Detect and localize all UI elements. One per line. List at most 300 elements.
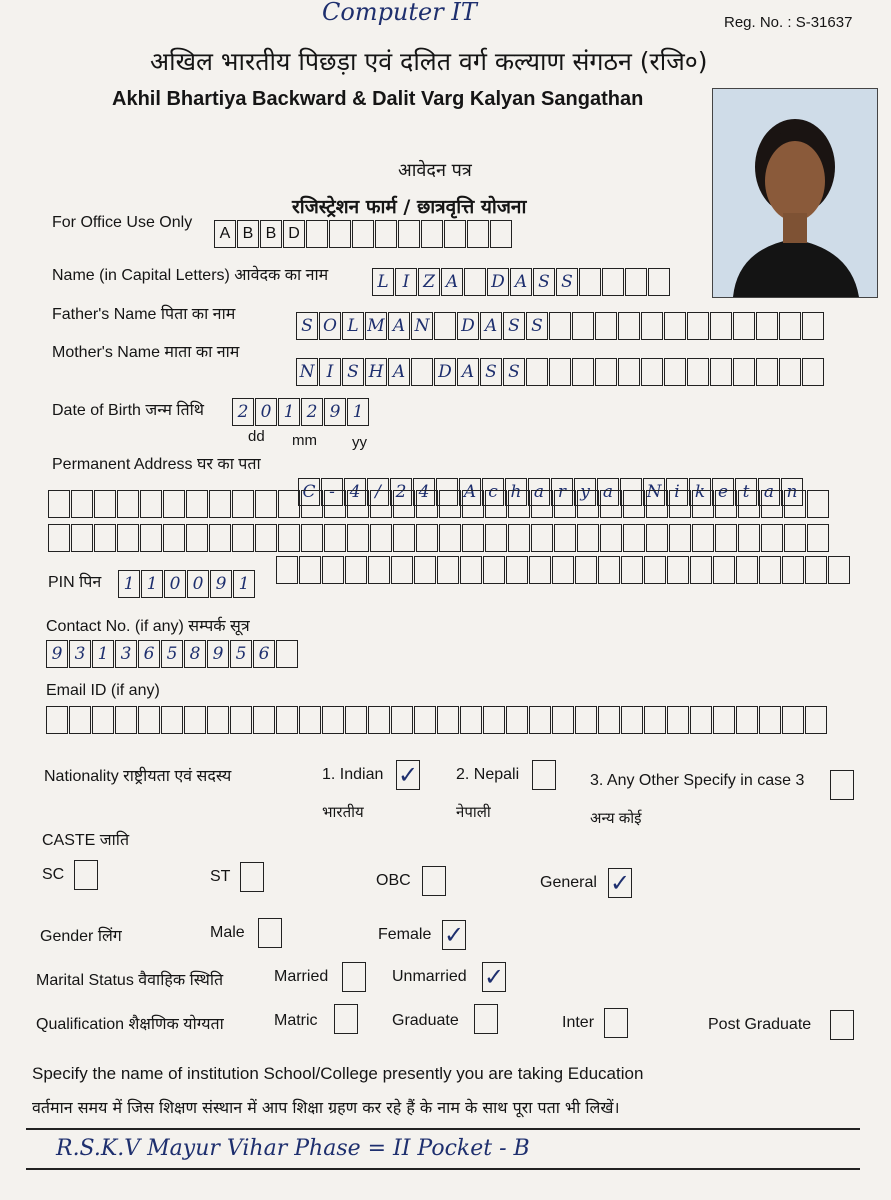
char-box: D bbox=[434, 358, 456, 386]
char-box bbox=[94, 490, 116, 518]
char-box bbox=[579, 268, 601, 296]
char-box: 1 bbox=[118, 570, 140, 598]
dob-input[interactable] bbox=[232, 398, 370, 426]
char-box bbox=[485, 524, 507, 552]
char-box bbox=[784, 524, 806, 552]
char-box bbox=[687, 312, 709, 340]
char-box bbox=[669, 490, 691, 518]
char-box: S bbox=[503, 312, 525, 340]
email-input[interactable] bbox=[46, 706, 828, 734]
gender-female-checkbox[interactable] bbox=[442, 920, 466, 950]
mother-name-input[interactable] bbox=[296, 358, 825, 386]
char-box bbox=[529, 706, 551, 734]
char-box bbox=[669, 524, 691, 552]
char-box: I bbox=[319, 358, 341, 386]
pin-input[interactable] bbox=[118, 570, 256, 598]
char-box bbox=[398, 220, 420, 248]
char-box bbox=[621, 556, 643, 584]
char-box bbox=[782, 706, 804, 734]
marital-label: Marital Status वैवाहिक स्थिति bbox=[36, 972, 224, 989]
char-box: 1 bbox=[233, 570, 255, 598]
char-box bbox=[393, 490, 415, 518]
char-box bbox=[713, 706, 735, 734]
char-box: e bbox=[712, 478, 734, 506]
char-box: 6 bbox=[138, 640, 160, 668]
address-line4-input[interactable] bbox=[276, 556, 851, 584]
char-box bbox=[828, 556, 850, 584]
qualification-matric-checkbox[interactable] bbox=[334, 1004, 358, 1034]
char-box bbox=[572, 312, 594, 340]
char-box bbox=[713, 556, 735, 584]
char-box: c bbox=[482, 478, 504, 506]
char-box bbox=[161, 706, 183, 734]
qualification-graduate-checkbox[interactable] bbox=[474, 1004, 498, 1034]
char-box: A bbox=[388, 312, 410, 340]
char-box bbox=[414, 706, 436, 734]
char-box bbox=[276, 556, 298, 584]
char-box bbox=[508, 490, 530, 518]
char-box bbox=[276, 640, 298, 668]
char-box bbox=[623, 524, 645, 552]
char-box bbox=[421, 220, 443, 248]
char-box: S bbox=[296, 312, 318, 340]
char-box bbox=[117, 524, 139, 552]
char-box: S bbox=[342, 358, 364, 386]
dob-dd-label: dd bbox=[248, 428, 265, 445]
char-box bbox=[552, 556, 574, 584]
char-box bbox=[163, 490, 185, 518]
char-box: S bbox=[480, 358, 502, 386]
caste-general-checkbox[interactable] bbox=[608, 868, 632, 898]
char-box bbox=[531, 490, 553, 518]
nationality-other-label: 3. Any Other Specify in case 3 bbox=[590, 772, 805, 789]
char-box bbox=[602, 268, 624, 296]
char-box bbox=[416, 524, 438, 552]
institution-label-english: Specify the name of institution School/College presently you are taking Education bbox=[32, 1064, 644, 1083]
char-box: A bbox=[388, 358, 410, 386]
char-box: B bbox=[260, 220, 282, 248]
char-box bbox=[715, 524, 737, 552]
char-box: A bbox=[214, 220, 236, 248]
char-box: 1 bbox=[278, 398, 300, 426]
nationality-indian-checkbox[interactable] bbox=[396, 760, 420, 790]
char-box bbox=[736, 706, 758, 734]
char-box: A bbox=[459, 478, 481, 506]
char-box bbox=[368, 706, 390, 734]
char-box: - bbox=[321, 478, 343, 506]
char-box: B bbox=[237, 220, 259, 248]
char-box bbox=[184, 706, 206, 734]
char-box bbox=[807, 524, 829, 552]
contact-label: Contact No. (if any) सम्पर्क सूत्र bbox=[46, 618, 250, 635]
char-box: S bbox=[556, 268, 578, 296]
char-box bbox=[460, 556, 482, 584]
char-box bbox=[345, 556, 367, 584]
nationality-label: Nationality राष्ट्रीयता एवं सदस्य bbox=[44, 768, 232, 785]
char-box bbox=[71, 490, 93, 518]
char-box bbox=[733, 358, 755, 386]
qualification-postgrad-checkbox[interactable] bbox=[830, 1010, 854, 1040]
char-box bbox=[595, 358, 617, 386]
form-title-hindi: आवेदन पत्र bbox=[398, 160, 472, 181]
caste-obc-checkbox[interactable] bbox=[422, 866, 446, 896]
char-box bbox=[506, 706, 528, 734]
char-box bbox=[761, 524, 783, 552]
char-box bbox=[595, 312, 617, 340]
char-box bbox=[759, 556, 781, 584]
gender-label: Gender लिंग bbox=[40, 928, 122, 945]
char-box: 4 bbox=[344, 478, 366, 506]
char-box bbox=[508, 524, 530, 552]
char-box bbox=[483, 556, 505, 584]
caste-sc-label: SC bbox=[42, 866, 65, 883]
char-box: k bbox=[689, 478, 711, 506]
char-box: h bbox=[505, 478, 527, 506]
char-box bbox=[138, 706, 160, 734]
mother-name-label: Mother's Name माता का नाम bbox=[52, 344, 240, 361]
char-box bbox=[48, 490, 70, 518]
char-box bbox=[710, 312, 732, 340]
char-box bbox=[230, 706, 252, 734]
char-box bbox=[352, 220, 374, 248]
char-box bbox=[802, 358, 824, 386]
char-box bbox=[784, 490, 806, 518]
char-box bbox=[232, 524, 254, 552]
char-box: t bbox=[735, 478, 757, 506]
char-box bbox=[644, 706, 666, 734]
marital-married-checkbox[interactable] bbox=[342, 962, 366, 992]
address-line3-input[interactable] bbox=[48, 524, 830, 552]
char-box: 4 bbox=[413, 478, 435, 506]
caste-obc-label: OBC bbox=[376, 872, 411, 889]
char-box bbox=[648, 268, 670, 296]
char-box bbox=[393, 524, 415, 552]
char-box bbox=[733, 312, 755, 340]
char-box bbox=[618, 358, 640, 386]
char-box bbox=[782, 556, 804, 584]
char-box bbox=[687, 358, 709, 386]
char-box: I bbox=[395, 268, 417, 296]
char-box bbox=[140, 490, 162, 518]
char-box bbox=[434, 312, 456, 340]
char-box bbox=[600, 490, 622, 518]
char-box: H bbox=[365, 358, 387, 386]
char-box: A bbox=[457, 358, 479, 386]
char-box bbox=[549, 358, 571, 386]
nationality-other-hindi: अन्य कोई bbox=[590, 810, 642, 827]
office-code-grid bbox=[214, 220, 513, 248]
char-box bbox=[646, 524, 668, 552]
char-box bbox=[117, 490, 139, 518]
char-box: N bbox=[411, 312, 433, 340]
qualification-label: Qualification शैक्षणिक योग्यता bbox=[36, 1016, 224, 1033]
char-box bbox=[115, 706, 137, 734]
applicant-photo bbox=[712, 88, 878, 298]
check-icon: ✓ bbox=[609, 869, 631, 897]
char-box bbox=[485, 490, 507, 518]
char-box bbox=[347, 490, 369, 518]
char-box bbox=[278, 524, 300, 552]
check-icon: ✓ bbox=[483, 963, 505, 991]
char-box bbox=[807, 490, 829, 518]
char-box bbox=[255, 524, 277, 552]
office-use-label: For Office Use Only bbox=[52, 214, 193, 231]
nationality-nepali-checkbox[interactable] bbox=[532, 760, 556, 790]
char-box bbox=[255, 490, 277, 518]
char-box bbox=[575, 556, 597, 584]
char-box bbox=[641, 312, 663, 340]
caste-general-label: General bbox=[540, 874, 597, 891]
char-box bbox=[575, 706, 597, 734]
char-box bbox=[370, 524, 392, 552]
char-box bbox=[301, 490, 323, 518]
char-box: S bbox=[533, 268, 555, 296]
char-box: 5 bbox=[161, 640, 183, 668]
char-box: 3 bbox=[69, 640, 91, 668]
char-box: 3 bbox=[115, 640, 137, 668]
char-box: i bbox=[666, 478, 688, 506]
address-line2-input[interactable] bbox=[48, 490, 830, 518]
char-box bbox=[529, 556, 551, 584]
char-box: 2 bbox=[390, 478, 412, 506]
char-box: 1 bbox=[92, 640, 114, 668]
char-box bbox=[416, 490, 438, 518]
nationality-other-checkbox[interactable] bbox=[830, 770, 854, 800]
char-box bbox=[439, 524, 461, 552]
char-box: N bbox=[296, 358, 318, 386]
char-box bbox=[324, 490, 346, 518]
char-box bbox=[736, 556, 758, 584]
institution-label-hindi: वर्तमान समय में जिस शिक्षण संस्थान में आप शिक्षा ग्रहण कर रहे हैं के नाम के साथ पूरा पता भी लिखें। bbox=[32, 1098, 620, 1117]
char-box: a bbox=[528, 478, 550, 506]
char-box bbox=[186, 524, 208, 552]
char-box: 0 bbox=[255, 398, 277, 426]
title-english: Akhil Bhartiya Backward & Dalit Varg Kalyan Sangathan bbox=[112, 88, 644, 110]
char-box bbox=[598, 556, 620, 584]
char-box bbox=[779, 312, 801, 340]
char-box: A bbox=[441, 268, 463, 296]
char-box bbox=[621, 706, 643, 734]
char-box bbox=[779, 358, 801, 386]
marital-unmarried-checkbox[interactable] bbox=[482, 962, 506, 992]
char-box: Z bbox=[418, 268, 440, 296]
char-box: A bbox=[510, 268, 532, 296]
dob-yy-label: yy bbox=[352, 434, 367, 451]
char-box: D bbox=[457, 312, 479, 340]
char-box bbox=[554, 524, 576, 552]
char-box: 9 bbox=[210, 570, 232, 598]
char-box bbox=[577, 524, 599, 552]
qualification-postgrad-label: Post Graduate bbox=[708, 1016, 812, 1033]
char-box: a bbox=[597, 478, 619, 506]
father-name-input[interactable] bbox=[296, 312, 825, 340]
nationality-indian-label: 1. Indian bbox=[322, 766, 384, 783]
name-input[interactable] bbox=[372, 268, 671, 296]
char-box bbox=[761, 490, 783, 518]
char-box bbox=[253, 706, 275, 734]
char-box bbox=[802, 312, 824, 340]
char-box bbox=[209, 490, 231, 518]
char-box bbox=[506, 556, 528, 584]
char-box bbox=[278, 490, 300, 518]
char-box bbox=[549, 312, 571, 340]
qualification-inter-checkbox[interactable] bbox=[604, 1008, 628, 1038]
char-box bbox=[391, 556, 413, 584]
char-box bbox=[618, 312, 640, 340]
char-box bbox=[667, 556, 689, 584]
caste-st-checkbox[interactable] bbox=[240, 862, 264, 892]
char-box bbox=[324, 524, 346, 552]
char-box: 2 bbox=[232, 398, 254, 426]
char-box bbox=[414, 556, 436, 584]
char-box bbox=[46, 706, 68, 734]
qualification-graduate-label: Graduate bbox=[392, 1012, 459, 1029]
char-box bbox=[322, 706, 344, 734]
char-box: 2 bbox=[301, 398, 323, 426]
char-box bbox=[462, 524, 484, 552]
caste-st-label: ST bbox=[210, 868, 231, 885]
nationality-nepali-label: 2. Nepali bbox=[456, 766, 520, 783]
dob-label: Date of Birth जन्म तिथि bbox=[52, 402, 204, 419]
char-box bbox=[71, 524, 93, 552]
char-box bbox=[710, 358, 732, 386]
char-box bbox=[805, 556, 827, 584]
char-box bbox=[598, 706, 620, 734]
char-box: a bbox=[758, 478, 780, 506]
char-box bbox=[163, 524, 185, 552]
father-name-label: Father's Name पिता का नाम bbox=[52, 306, 236, 323]
char-box bbox=[207, 706, 229, 734]
char-box: 8 bbox=[184, 640, 206, 668]
char-box bbox=[756, 358, 778, 386]
char-box bbox=[322, 556, 344, 584]
char-box: 0 bbox=[187, 570, 209, 598]
char-box bbox=[600, 524, 622, 552]
char-box: 5 bbox=[230, 640, 252, 668]
char-box bbox=[483, 706, 505, 734]
char-box bbox=[347, 524, 369, 552]
char-box bbox=[411, 358, 433, 386]
char-box: S bbox=[503, 358, 525, 386]
char-box: L bbox=[342, 312, 364, 340]
char-box bbox=[715, 490, 737, 518]
char-box: / bbox=[367, 478, 389, 506]
pin-label: PIN पिन bbox=[48, 574, 102, 591]
char-box bbox=[664, 312, 686, 340]
char-box bbox=[756, 312, 778, 340]
gender-male-checkbox[interactable] bbox=[258, 918, 282, 948]
char-box bbox=[69, 706, 91, 734]
char-box: y bbox=[574, 478, 596, 506]
char-box bbox=[306, 220, 328, 248]
reg-number: Reg. No. : S-31637 bbox=[724, 14, 853, 31]
nationality-nepali-hindi: नेपाली bbox=[456, 804, 491, 821]
name-label: Name (in Capital Letters) आवेदक का नाम bbox=[52, 267, 329, 284]
char-box bbox=[48, 524, 70, 552]
check-icon: ✓ bbox=[443, 921, 465, 949]
institution-line-2 bbox=[26, 1168, 860, 1170]
qualification-matric-label: Matric bbox=[274, 1012, 318, 1029]
marital-married-label: Married bbox=[274, 968, 329, 985]
char-box bbox=[572, 358, 594, 386]
char-box: D bbox=[283, 220, 305, 248]
marital-unmarried-label: Unmarried bbox=[392, 968, 467, 985]
char-box bbox=[759, 706, 781, 734]
char-box bbox=[625, 268, 647, 296]
caste-sc-checkbox[interactable] bbox=[74, 860, 98, 890]
char-box bbox=[667, 706, 689, 734]
char-box: D bbox=[487, 268, 509, 296]
char-box bbox=[623, 490, 645, 518]
char-box bbox=[94, 524, 116, 552]
char-box bbox=[329, 220, 351, 248]
char-box: S bbox=[526, 312, 548, 340]
contact-input[interactable] bbox=[46, 640, 299, 668]
char-box bbox=[368, 556, 390, 584]
char-box bbox=[299, 706, 321, 734]
char-box bbox=[444, 220, 466, 248]
char-box bbox=[467, 220, 489, 248]
char-box bbox=[232, 490, 254, 518]
char-box bbox=[299, 556, 321, 584]
char-box bbox=[140, 524, 162, 552]
char-box bbox=[276, 706, 298, 734]
qualification-inter-label: Inter bbox=[562, 1014, 595, 1031]
char-box: A bbox=[480, 312, 502, 340]
char-box bbox=[554, 490, 576, 518]
gender-male-label: Male bbox=[210, 924, 245, 941]
form-subtitle-hindi: रजिस्ट्रेशन फार्म / छात्रवृत्ति योजना bbox=[292, 196, 527, 218]
char-box bbox=[690, 556, 712, 584]
institution-input[interactable]: R.S.K.V Mayur Vihar Phase = II Pocket - B bbox=[56, 1136, 530, 1161]
char-box bbox=[692, 524, 714, 552]
char-box bbox=[738, 524, 760, 552]
char-box bbox=[641, 358, 663, 386]
email-label: Email ID (if any) bbox=[46, 682, 160, 699]
char-box bbox=[646, 490, 668, 518]
check-icon: ✓ bbox=[397, 761, 419, 789]
char-box bbox=[462, 490, 484, 518]
char-box bbox=[460, 706, 482, 734]
char-box: 6 bbox=[253, 640, 275, 668]
char-box bbox=[577, 490, 599, 518]
address-label: Permanent Address घर का पता bbox=[52, 456, 261, 473]
char-box bbox=[690, 706, 712, 734]
char-box bbox=[692, 490, 714, 518]
char-box: 0 bbox=[164, 570, 186, 598]
char-box: r bbox=[551, 478, 573, 506]
char-box bbox=[437, 706, 459, 734]
caste-label: CASTE जाति bbox=[42, 832, 130, 849]
char-box: 9 bbox=[324, 398, 346, 426]
char-box bbox=[92, 706, 114, 734]
char-box bbox=[439, 490, 461, 518]
char-box bbox=[301, 524, 323, 552]
char-box bbox=[738, 490, 760, 518]
char-box: L bbox=[372, 268, 394, 296]
institution-line-1 bbox=[26, 1128, 860, 1130]
char-box bbox=[805, 706, 827, 734]
title-hindi: अखिल भारतीय पिछड़ा एवं दलित वर्ग कल्याण संगठन (रजि०) bbox=[150, 47, 708, 76]
char-box: C bbox=[298, 478, 320, 506]
char-box: O bbox=[319, 312, 341, 340]
char-box bbox=[464, 268, 486, 296]
char-box bbox=[526, 358, 548, 386]
nationality-indian-hindi: भारतीय bbox=[322, 804, 364, 821]
char-box bbox=[437, 556, 459, 584]
char-box: M bbox=[365, 312, 387, 340]
dob-mm-label: mm bbox=[292, 432, 317, 449]
